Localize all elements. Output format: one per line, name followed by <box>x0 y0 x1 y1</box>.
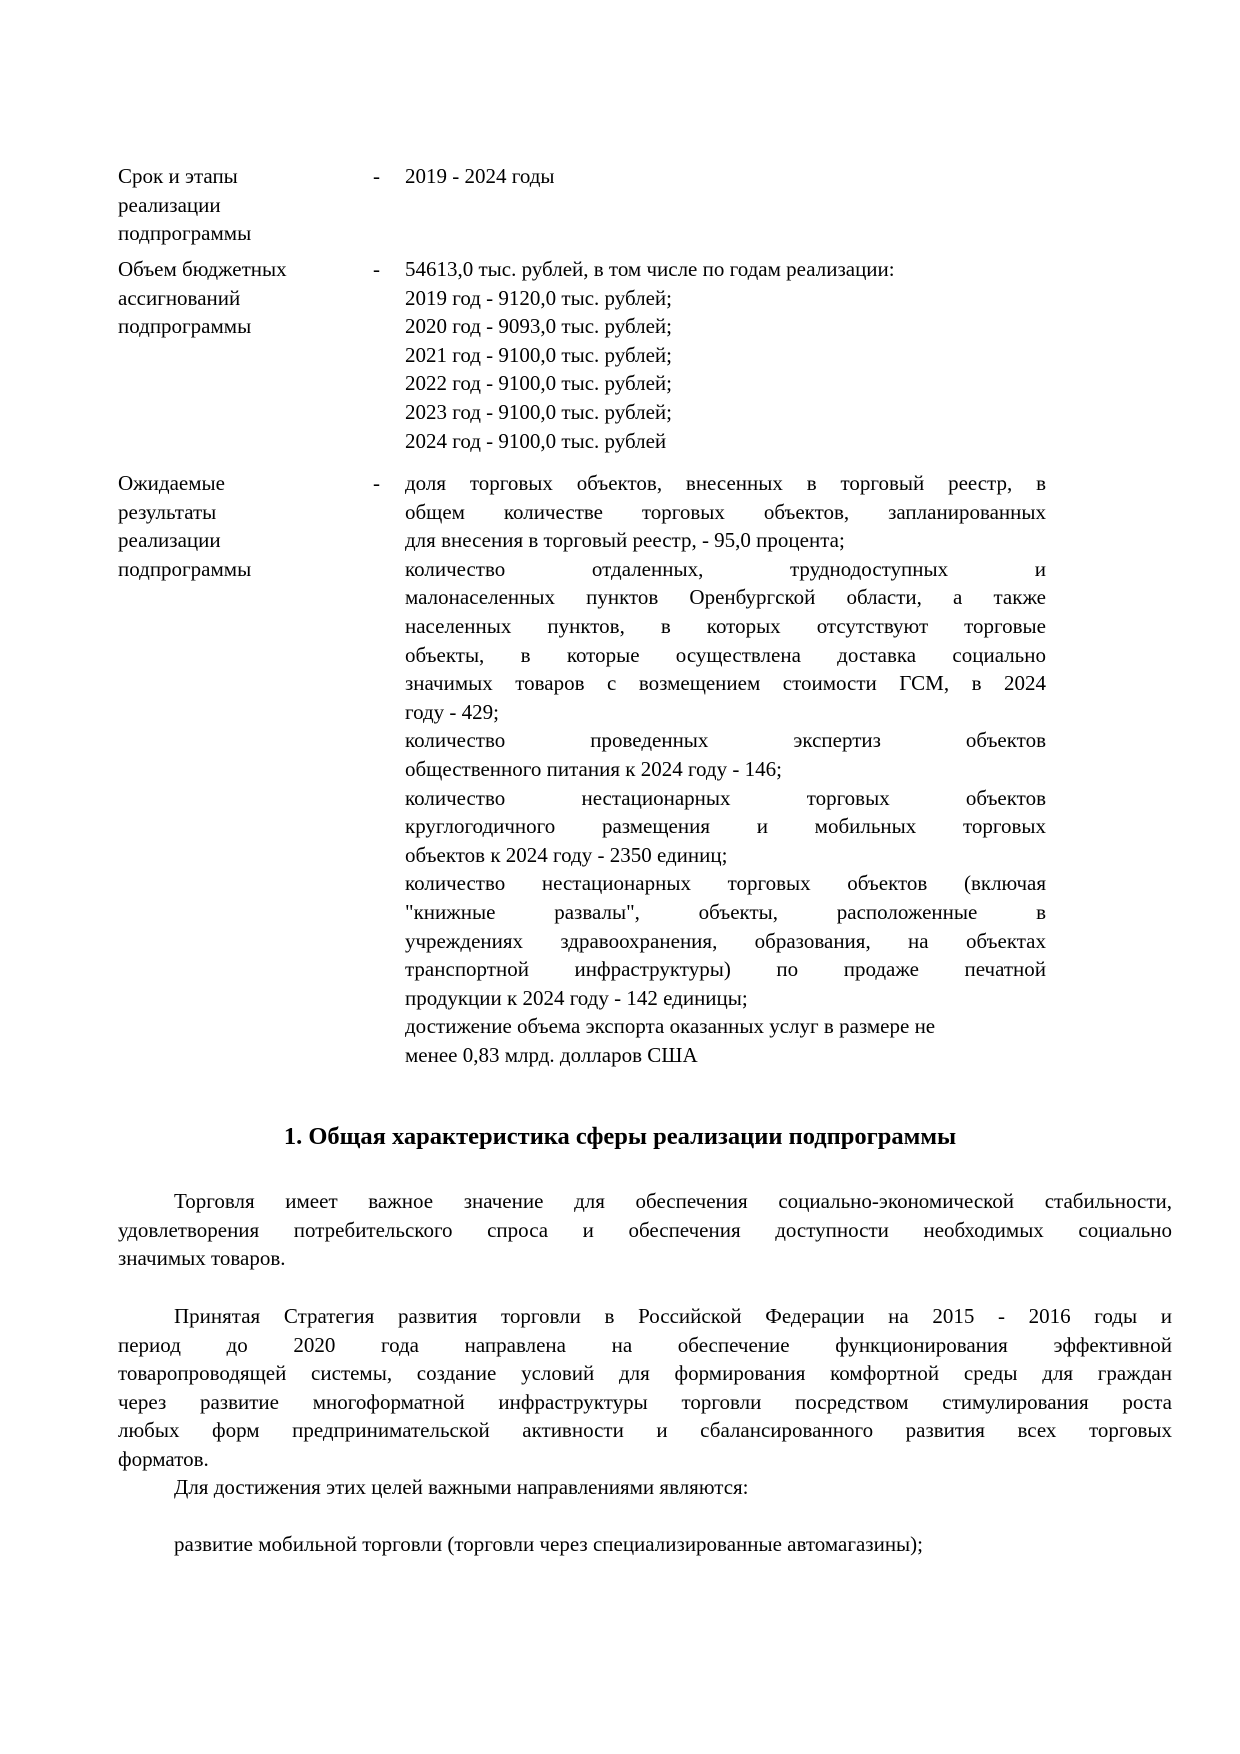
paragraph-line: удовлетворения потребительского спроса и обеспечения доступности необходимых социально <box>118 1217 1172 1242</box>
paragraph-trade-importance <box>118 1187 1172 1273</box>
passport-label <box>118 162 373 255</box>
result-line: общественного питания к 2024 году - 146; <box>405 756 782 781</box>
separator-dash: - <box>373 164 380 188</box>
result-line: продукции к 2024 году - 142 единицы; <box>405 985 748 1010</box>
label-line: Срок и этапы <box>118 164 238 188</box>
budget-year: 2021 год - 9100,0 тыс. рублей; <box>405 342 673 367</box>
paragraph-line: Для достижения этих целей важными направлениями являются: <box>174 1475 749 1499</box>
result-line: круглогодичного размещения и мобильных торговых <box>405 814 1046 839</box>
separator-dash: - <box>373 471 380 495</box>
paragraph-mobile-trade <box>118 1530 1172 1559</box>
paragraph-line: период до 2020 года направлена на обеспечение функционирования эффективной <box>118 1332 1172 1357</box>
passport-value <box>405 469 1046 1069</box>
passport-label <box>118 255 373 469</box>
result-line: "книжные развалы", объекты, расположенные в <box>405 899 1046 924</box>
result-line: значимых товаров с возмещением стоимости ГСМ, в 2024 <box>405 671 1046 696</box>
separator-dash: - <box>373 257 380 281</box>
result-line: достижение объема экспорта оказанных услуг в размере не <box>405 1014 936 1039</box>
result-line: учреждениях здравоохранения, образования, на объектах <box>405 928 1046 953</box>
result-line: объекты, в которые осуществлена доставка социально <box>405 642 1046 667</box>
result-line: количество нестационарных торговых объектов (включая <box>405 871 1046 896</box>
label-line: Объем бюджетных <box>118 257 287 281</box>
paragraph-line: товаропроводящей системы, создание условий для формирования комфортной среды для граждан <box>118 1361 1172 1386</box>
label-line: подпрограммы <box>118 314 252 339</box>
passport-value <box>405 162 1046 255</box>
passport-row-expected-results <box>118 469 1048 1069</box>
result-line: году - 429; <box>405 699 499 724</box>
label-line: реализации <box>118 528 221 553</box>
label-line: Ожидаемые <box>118 471 225 495</box>
label-line: результаты <box>118 499 217 524</box>
result-line: менее 0,83 млрд. долларов США <box>405 1042 698 1067</box>
result-line: доля торговых объектов, внесенных в торговый реестр, в <box>405 471 1046 495</box>
paragraph-directions-intro <box>118 1473 1172 1502</box>
label-line: подпрограммы <box>118 556 252 581</box>
paragraph-strategy <box>118 1302 1172 1474</box>
result-line: количество проведенных экспертиз объектов <box>405 728 1046 753</box>
result-line: для внесения в торговый реестр, - 95,0 процента; <box>405 528 845 553</box>
budget-year: 2023 год - 9100,0 тыс. рублей; <box>405 399 673 424</box>
section-heading: 1. Общая характеристика сферы реализации подпрограммы <box>283 1123 957 1150</box>
label-line: реализации <box>118 192 221 217</box>
paragraph-line: форматов. <box>118 1446 209 1471</box>
paragraph-line: любых форм предпринимательской активности и сбалансированного развития всех торговых <box>118 1418 1172 1443</box>
passport-value <box>405 255 1046 469</box>
budget-year: 2019 год - 9120,0 тыс. рублей; <box>405 285 673 310</box>
paragraph-line: развитие мобильной торговли (торговли через специализированные автомагазины); <box>174 1532 923 1556</box>
result-line: общем количестве торговых объектов, запланированных <box>405 499 1046 524</box>
result-line: малонаселенных пунктов Оренбургской области, а также <box>405 585 1046 610</box>
paragraph-line: значимых товаров. <box>118 1246 286 1271</box>
result-line: количество отдаленных, труднодоступных и <box>405 556 1046 581</box>
budget-year: 2022 год - 9100,0 тыс. рублей; <box>405 371 673 396</box>
label-line: подпрограммы <box>118 221 252 246</box>
paragraph-line: через развитие многоформатной инфраструктуры торговли посредством стимулирования роста <box>118 1389 1172 1414</box>
passport-row-budget <box>118 255 1048 469</box>
paragraph-line: Принятая Стратегия развития торговли в Российской Федерации на 2015 - 2016 годы и <box>174 1304 1172 1328</box>
result-line: населенных пунктов, в которых отсутствуют торговые <box>405 613 1046 638</box>
budget-total: 54613,0 тыс. рублей, в том числе по годам реализации: <box>405 257 895 281</box>
paragraph-line: Торговля имеет важное значение для обеспечения социально-экономической стабильности, <box>174 1189 1172 1213</box>
value-line: 2019 - 2024 годы <box>405 164 555 188</box>
budget-year: 2020 год - 9093,0 тыс. рублей; <box>405 314 673 339</box>
budget-year: 2024 год - 9100,0 тыс. рублей <box>405 428 667 453</box>
label-line: ассигнований <box>118 285 241 310</box>
result-line: транспортной инфраструктуры) по продаже печатной <box>405 957 1046 982</box>
passport-row-timeline <box>118 162 1048 255</box>
result-line: количество нестационарных торговых объектов <box>405 785 1046 810</box>
subprogram-passport-table <box>118 162 1048 1069</box>
passport-label <box>118 469 373 1069</box>
result-line: объектов к 2024 году - 2350 единиц; <box>405 842 728 867</box>
